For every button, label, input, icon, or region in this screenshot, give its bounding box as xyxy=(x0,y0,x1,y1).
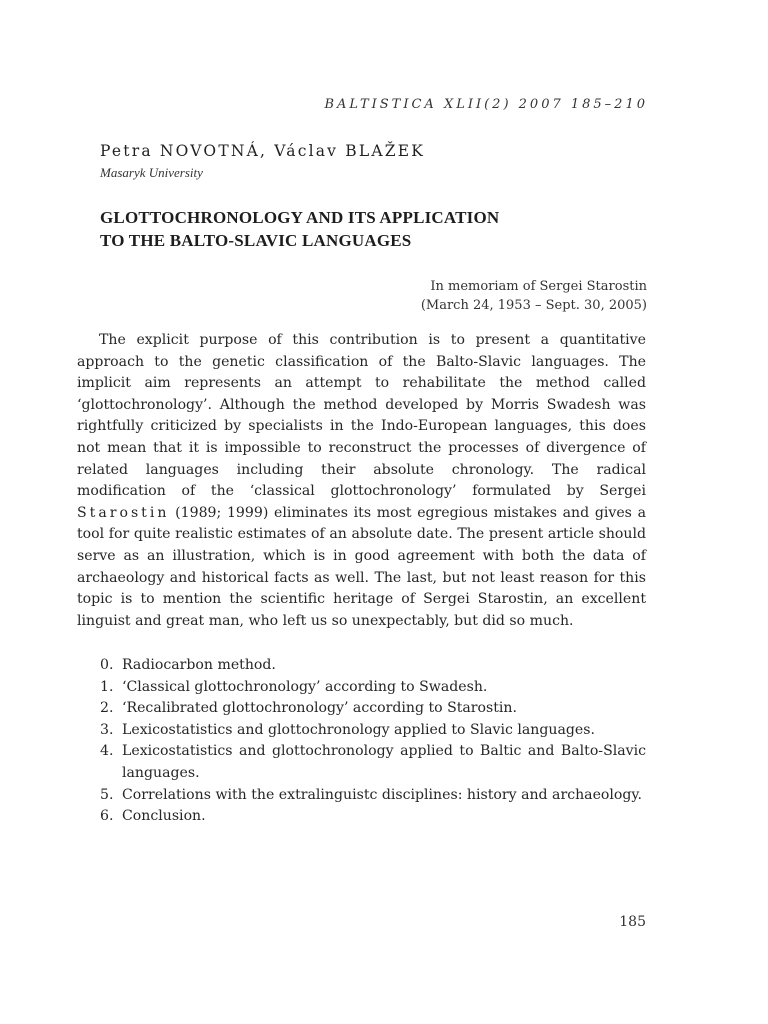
author-names: Petra NOVOTNÁ, Václav BLAŽEK xyxy=(100,142,426,160)
page-number: 185 xyxy=(619,914,646,930)
outline-item-text: Lexicostatistics and glottochronology applied to Baltic and Balto-Slavic languages. xyxy=(122,743,646,781)
outline-list xyxy=(100,655,646,828)
outline-item xyxy=(100,741,646,784)
outline-item xyxy=(100,785,646,807)
dedication xyxy=(421,277,647,315)
outline-item-number: 2. xyxy=(100,700,114,717)
outline-item-number: 4. xyxy=(100,743,114,760)
outline-item-text: Correlations with the extralinguistc disciplines: history and archaeology. xyxy=(122,786,642,803)
outline-item-number: 3. xyxy=(100,721,114,738)
outline-item-text: Radiocarbon method. xyxy=(122,657,276,673)
outline-item xyxy=(100,698,646,720)
outline-item xyxy=(100,806,646,828)
author-affiliation: Masaryk University xyxy=(100,165,203,180)
dedication-dates: (March 24, 1953 – Sept. 30, 2005) xyxy=(420,298,647,313)
outline-item-text: ‘Recalibrated glottochronology’ according to Starostin. xyxy=(122,700,517,717)
outline-item-number: 6. xyxy=(100,808,114,825)
dedication-line-1: In memoriam of Sergei Starostin xyxy=(430,279,647,294)
outline-item-number: 0. xyxy=(100,657,114,673)
abstract-author-name: Starostin xyxy=(77,504,170,521)
journal-header: BALTISTICA XLII(2) 2007 185–210 xyxy=(324,97,648,112)
outline-item xyxy=(100,720,646,742)
paper-title xyxy=(100,206,499,252)
abstract-text-part-2: (1989; 1999) eliminates its most egregious mistakes and gives a tool for quite realistic estimates of an absolute date. The present article should serve as an illustration, which is in good agreement with both the data of archaeology and historical facts as well. The last, but not least reason for this topic is to mention the scientific heritage of Sergei Starostin, an excellent linguist and great man, who left us so unexpectably, but did so much. xyxy=(77,504,646,629)
outline-item-text: Conclusion. xyxy=(122,808,206,825)
paper-title-line-2: TO THE BALTO-SLAVIC LANGUAGES xyxy=(100,231,412,250)
outline-item-text: Lexicostatistics and glottochronology applied to Slavic languages. xyxy=(122,721,595,738)
outline-item xyxy=(100,655,646,677)
outline-item xyxy=(100,677,646,699)
outline-item-number: 1. xyxy=(100,678,114,695)
abstract-text-part-1: The explicit purpose of this contribution is to present a quantitative approach to the genetic classification of the Balto-Slavic languages. The implicit aim represents an attempt to rehabilitate the method called ‘glottochronology’. Although the method developed by Morris Swadesh was rightfully criticized by specialists in the Indo-European languages, this does not mean that it is impossible to reconstruct the processes of divergence of related languages including their absolute chronology. The radical modification of the ‘classical glottochronology’ formulated by Sergei xyxy=(77,332,646,500)
paper-title-line-1: GLOTTOCHRONOLOGY AND ITS APPLICATION xyxy=(100,208,500,227)
outline-item-number: 5. xyxy=(100,786,114,803)
outline-item-text: ‘Classical glottochronology’ according to Swadesh. xyxy=(122,678,488,695)
abstract-paragraph xyxy=(77,330,646,632)
